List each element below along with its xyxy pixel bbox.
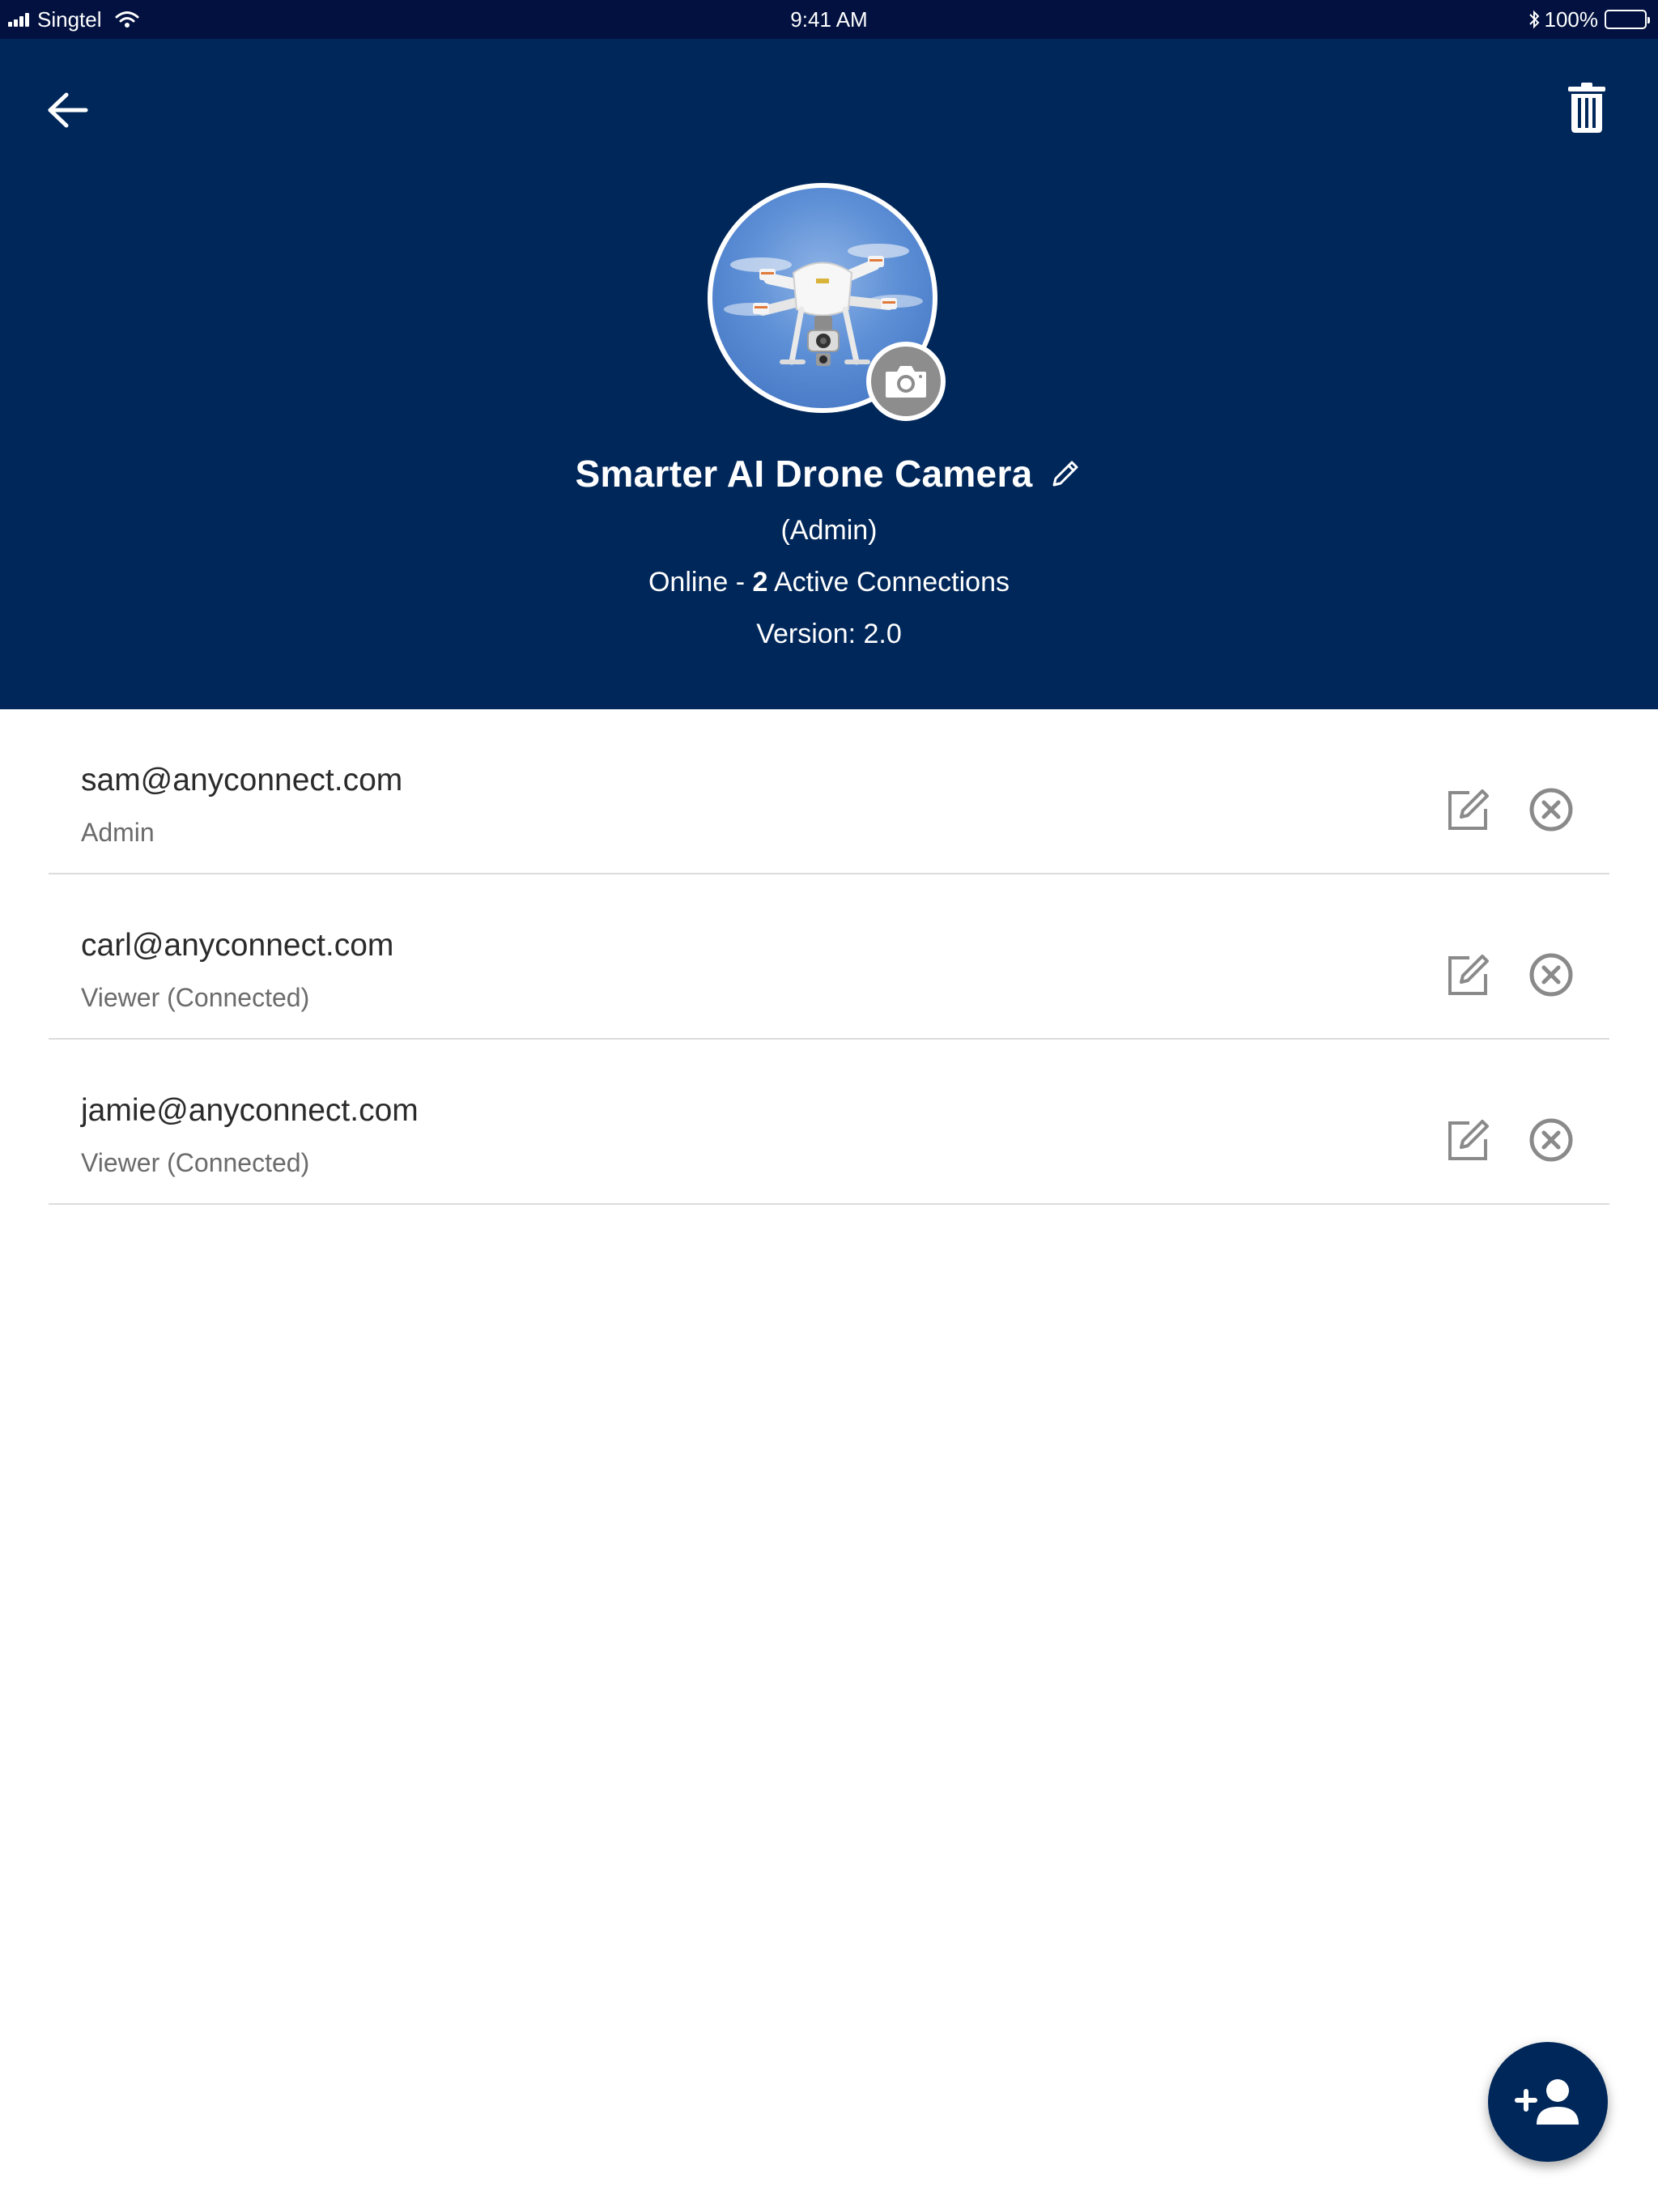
device-status	[0, 567, 1658, 598]
list-item	[49, 709, 1609, 874]
device-version: Version: 2.0	[756, 619, 902, 649]
user-role: Viewer (Connected)	[81, 1148, 310, 1177]
remove-user-button[interactable]	[1527, 951, 1575, 999]
device-role: (Admin)	[780, 515, 878, 546]
list-item	[49, 874, 1609, 1040]
battery-icon	[1605, 10, 1647, 29]
battery-percent: 100%	[1544, 6, 1598, 32]
user-email: sam@anyconnect.com	[81, 763, 403, 798]
signal-icon	[8, 12, 31, 27]
device-avatar-group	[708, 183, 937, 413]
add-user-icon	[1514, 2076, 1582, 2128]
carrier-label: Singtel	[37, 6, 102, 32]
bluetooth-icon	[1528, 10, 1540, 29]
remove-icon	[1528, 787, 1574, 832]
camera-icon	[884, 364, 928, 399]
remove-user-button[interactable]	[1527, 1116, 1575, 1164]
list-item	[49, 1040, 1609, 1205]
change-photo-button[interactable]	[866, 342, 946, 421]
wifi-icon	[115, 11, 139, 28]
active-connection-count: 2	[752, 567, 768, 598]
pencil-icon	[1049, 457, 1082, 490]
status-time: 9:41 AM	[790, 6, 868, 32]
device-name: Smarter AI Drone Camera	[575, 453, 1033, 495]
edit-user-button[interactable]	[1443, 949, 1494, 1001]
user-list	[49, 709, 1609, 1205]
user-role: Admin	[81, 818, 155, 847]
user-role: Viewer (Connected)	[81, 983, 310, 1012]
back-button[interactable]	[36, 78, 100, 143]
edit-icon	[1445, 951, 1492, 998]
status-center	[0, 0, 1658, 39]
status-bar	[0, 0, 1658, 39]
status-prefix: Online -	[648, 567, 753, 598]
delete-device-button[interactable]	[1554, 71, 1619, 144]
edit-icon	[1445, 786, 1492, 833]
device-header	[0, 39, 1658, 709]
status-left	[8, 0, 139, 39]
remove-user-button[interactable]	[1527, 785, 1575, 834]
user-email: jamie@anyconnect.com	[81, 1093, 419, 1128]
add-user-button[interactable]	[1488, 2042, 1608, 2162]
edit-user-button[interactable]	[1443, 784, 1494, 836]
edit-user-button[interactable]	[1443, 1114, 1494, 1166]
edit-name-button[interactable]	[1048, 456, 1083, 491]
edit-icon	[1445, 1117, 1492, 1163]
user-email: carl@anyconnect.com	[81, 928, 394, 963]
status-suffix: Active Connections	[767, 567, 1010, 598]
back-arrow-icon	[47, 92, 89, 128]
trash-icon	[1567, 82, 1606, 134]
remove-icon	[1528, 1117, 1574, 1163]
status-right	[1528, 0, 1647, 39]
remove-icon	[1528, 952, 1574, 998]
device-title-row	[0, 452, 1658, 496]
